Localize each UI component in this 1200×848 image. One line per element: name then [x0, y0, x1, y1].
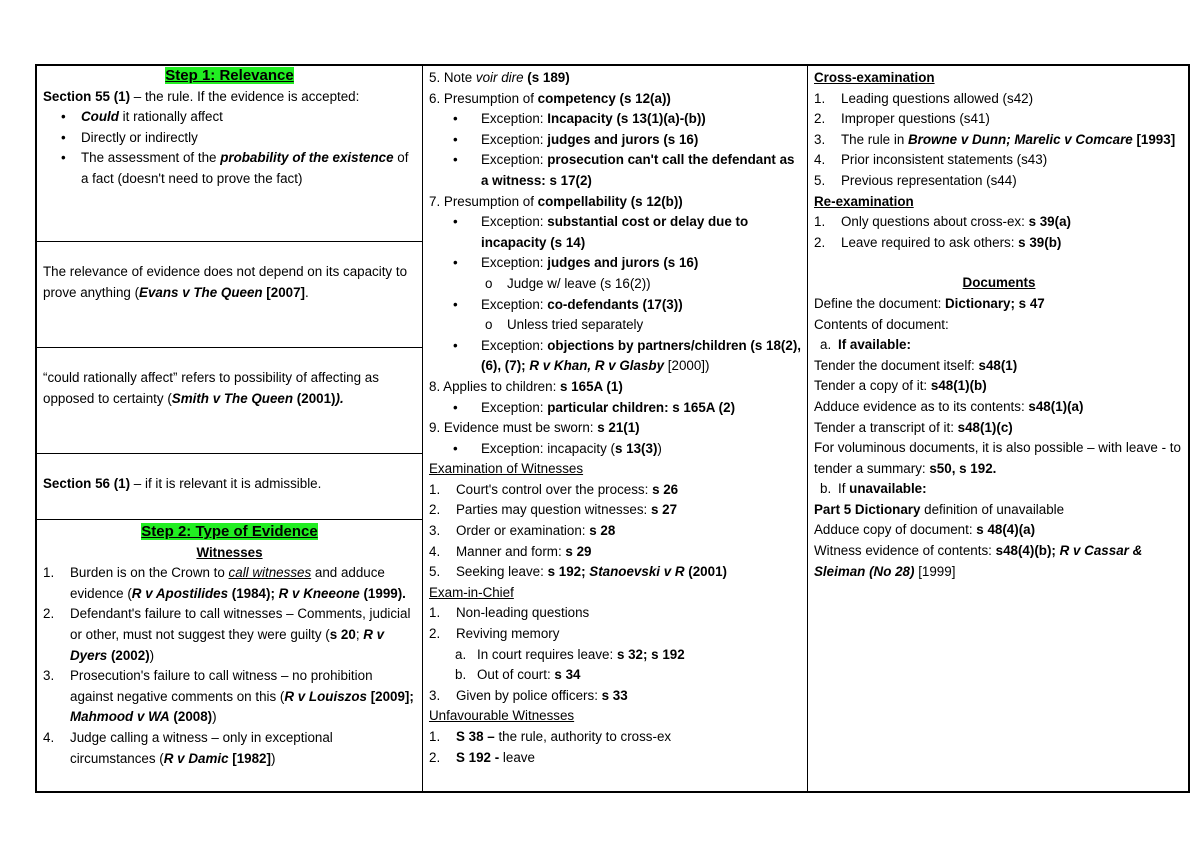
- sub-list-item: a. In court requires leave: s 32; s 192: [455, 646, 685, 662]
- column-2: [423, 66, 808, 791]
- list-item: 1. Court's control over the process: s 26: [429, 481, 679, 497]
- list-item: 4. Manner and form: s 29: [429, 543, 592, 559]
- column-3: [808, 66, 1188, 791]
- list-item: • Exception: substantial cost or delay due to incapacity (s 14): [453, 214, 749, 250]
- list-item: 1. Non-leading questions: [429, 605, 590, 621]
- doc-line: Witness evidence of contents: s48(4)(b); R v Cassar & Sleiman (No 28) [1999]: [814, 543, 1143, 579]
- children-line: 8. Applies to children: s 165A (1): [429, 378, 623, 394]
- documents-heading: Documents: [962, 275, 1036, 291]
- list-item: • Exception: Incapacity (s 13(1)(a)-(b)): [453, 111, 706, 127]
- sworn-line: 9. Evidence must be sworn: s 21(1): [429, 420, 640, 436]
- doc-line: Tender a transcript of it: s48(1)(c): [814, 419, 1013, 435]
- list-item: 2. Leave required to ask others: s 39(b): [814, 234, 1062, 250]
- list-item: 2. S 192 - leave: [429, 749, 535, 765]
- sub-list-item: o Judge w/ leave (s 16(2)): [485, 275, 651, 291]
- cross-examination-heading: Cross-examination: [814, 70, 935, 85]
- list-item: 5. Previous representation (s44): [814, 172, 1017, 188]
- doc-sub-heading: a. If available:: [820, 337, 911, 353]
- doc-line: Part 5 Dictionary definition of unavailable: [814, 501, 1065, 517]
- witnesses-heading: Witnesses: [196, 544, 263, 560]
- cell-evans: The relevance of evidence does not depend on its capacity to prove anything (Evans v The Queen [2007].: [37, 242, 422, 348]
- doc-line: Define the document: Dictionary; s 47: [814, 295, 1045, 311]
- list-item: • Exception: objections by partners/children (s 18(2), (6), (7); R v Khan, R v Glasby [2000]): [453, 337, 801, 374]
- list-item: • Directly or indirectly: [61, 129, 198, 145]
- examination-heading: Examination of Witnesses: [429, 461, 584, 477]
- cell-relevance: [37, 66, 422, 242]
- doc-line: Tender a copy of it: s48(1)(b): [814, 378, 987, 394]
- list-item: • Exception: co-defendants (17(3)): [453, 296, 683, 312]
- list-item: • Exception: incapacity (s 13(3)): [453, 440, 662, 456]
- list-item: • Exception: judges and jurors (s 16): [453, 131, 699, 147]
- unfavourable-heading: Unfavourable Witnesses: [429, 708, 575, 724]
- list-item: 3. Prosecution's failure to call witness – no prohibition against negative comments on this (R v Louiszos [2009]; Mahmood v WA (2008)): [43, 668, 414, 725]
- competency-line: 6. Presumption of competency (s 12(a)): [429, 90, 671, 106]
- list-item: 3. The rule in Browne v Dunn; Marelic v Comcare [1993]: [814, 131, 1176, 147]
- cell-smith: “could rationally affect” refers to possibility of affecting as opposed to certainty (Smith v The Queen (2001)).: [37, 348, 422, 454]
- re-examination-heading: Re-examination: [814, 193, 914, 209]
- doc-line: Adduce evidence as to its contents: s48(1)(a): [814, 398, 1084, 414]
- list-item: 3. Given by police officers: s 33: [429, 687, 628, 703]
- sub-list-item: b. Out of court: s 34: [455, 667, 581, 683]
- list-item: 1. Only questions about cross-ex: s 39(a): [814, 214, 1071, 230]
- list-item: 1. Burden is on the Crown to call witnesses and adduce evidence (R v Apostilides (1984); R v Kneeone (1999).: [43, 565, 406, 601]
- column-1: [37, 66, 423, 791]
- doc-line: Contents of document:: [814, 316, 949, 332]
- cell-section-56: Section 56 (1) – if it is relevant it is admissible.: [37, 454, 422, 520]
- list-item: 1. S 38 – the rule, authority to cross-ex: [429, 729, 672, 744]
- list-item: 5. Seeking leave: s 192; Stanoevski v R (2001): [429, 564, 727, 580]
- section-55: Section 55 (1) – the rule. If the evidence is accepted:: [43, 88, 360, 104]
- step1-heading: Step 1: Relevance: [165, 67, 294, 84]
- exam-in-chief-heading: Exam-in-Chief: [429, 584, 514, 600]
- list-item: • The assessment of the probability of the existence of a fact (doesn't need to prove the fact): [61, 150, 409, 186]
- doc-sub-heading: b. If unavailable:: [820, 481, 927, 497]
- list-item: 2. Reviving memory: [429, 626, 560, 642]
- voir-dire-line: 5. Note voir dire (s 189): [429, 70, 570, 85]
- list-item: • Exception: particular children: s 165A (2): [453, 399, 736, 415]
- list-item: 2. Defendant's failure to call witnesses – Comments, judicial or other, must not suggest they were guilty (s 20; R v Dyers (2002)): [43, 606, 411, 663]
- list-item: 4. Judge calling a witness – only in exceptional circumstances (R v Damic [1982]): [43, 729, 333, 766]
- doc-line: Adduce copy of document: s 48(4)(a): [814, 522, 1036, 538]
- list-item: 1. Leading questions allowed (s42): [814, 90, 1034, 106]
- notes-table: [35, 64, 1190, 793]
- doc-line: For voluminous documents, it is also possible – with leave - to tender a summary: s50, s 192.: [814, 440, 1181, 476]
- list-item: 2. Improper questions (s41): [814, 111, 990, 127]
- list-item: 4. Prior inconsistent statements (s43): [814, 152, 1048, 168]
- sub-list-item: o Unless tried separately: [485, 317, 644, 333]
- step2-heading: Step 2: Type of Evidence: [141, 523, 318, 540]
- list-item: 3. Order or examination: s 28: [429, 523, 616, 539]
- list-item: 2. Parties may question witnesses: s 27: [429, 502, 678, 518]
- doc-line: Tender the document itself: s48(1): [814, 357, 1018, 373]
- compellability-line: 7. Presumption of compellability (s 12(b)): [429, 193, 683, 209]
- list-item: • Could it rationally affect: [61, 109, 223, 125]
- list-item: • Exception: prosecution can't call the defendant as a witness: s 17(2): [453, 152, 795, 188]
- cell-type-of-evidence: [37, 520, 422, 791]
- list-item: • Exception: judges and jurors (s 16): [453, 255, 699, 271]
